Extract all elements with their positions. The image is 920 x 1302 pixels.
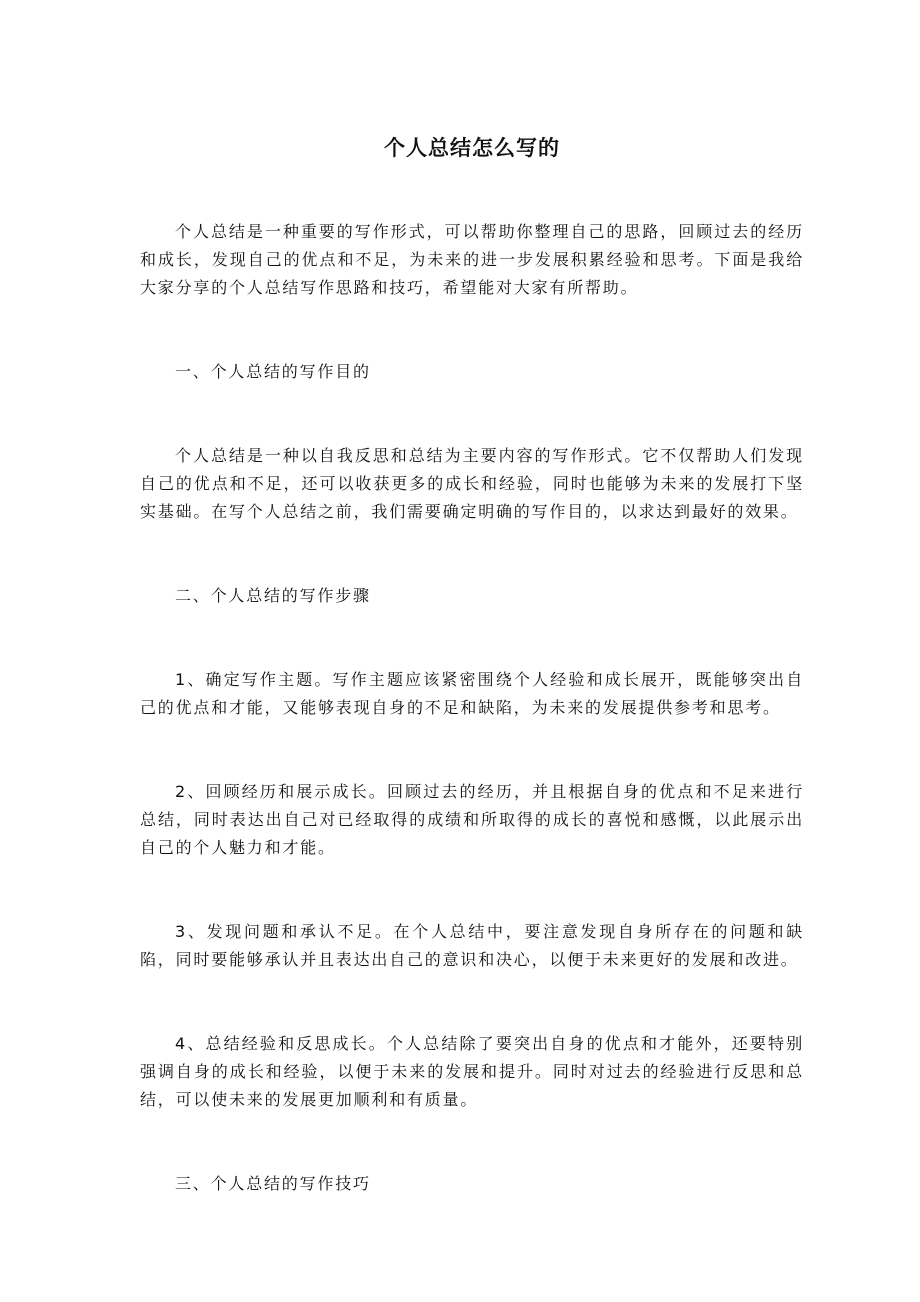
step-4-paragraph: 4、总结经验和反思成长。个人总结除了要突出自身的优点和才能外，还要特别强调自身的成长和经验，以便于未来的发展和提升。同时对过去的经验进行反思和总结，可以使未来的发展更加顺利和有质量。: [140, 1034, 804, 1109]
step-1-paragraph: 1、确定写作主题。写作主题应该紧密围绕个人经验和成长展开，既能够突出自己的优点和才能，又能够表现自身的不足和缺陷，为未来的发展提供参考和思考。: [140, 670, 804, 717]
section-heading-purpose: 一、个人总结的写作目的: [175, 362, 371, 381]
document-title: 个人总结怎么写的: [384, 136, 560, 160]
purpose-paragraph: 个人总结是一种以自我反思和总结为主要内容的写作形式。它不仅帮助人们发现自己的优点和不足，还可以收获更多的成长和经验，同时也能够为未来的发展打下坚实基础。在写个人总结之前，我们需要确定明确的写作目的，以求达到最好的效果。: [140, 446, 804, 521]
document-page: [140, 128, 804, 1254]
section-heading-steps: 二、个人总结的写作步骤: [175, 586, 371, 605]
step-2-paragraph: 2、回顾经历和展示成长。回顾过去的经历，并且根据自身的优点和不足来进行总结，同时表达出自己对已经取得的成绩和所取得的成长的喜悦和感慨，以此展示出自己的个人魅力和才能。: [140, 782, 804, 857]
intro-paragraph: 个人总结是一种重要的写作形式，可以帮助你整理自己的思路，回顾过去的经历和成长，发现自己的优点和不足，为未来的进一步发展积累经验和思考。下面是我给大家分享的个人总结写作思路和技巧，希望能对大家有所帮助。: [140, 222, 804, 297]
section-heading-tips: 三、个人总结的写作技巧: [175, 1174, 371, 1193]
step-3-paragraph: 3、发现问题和承认不足。在个人总结中，要注意发现自身所存在的问题和缺陷，同时要能够承认并且表达出自己的意识和决心，以便于未来更好的发展和改进。: [140, 922, 804, 969]
